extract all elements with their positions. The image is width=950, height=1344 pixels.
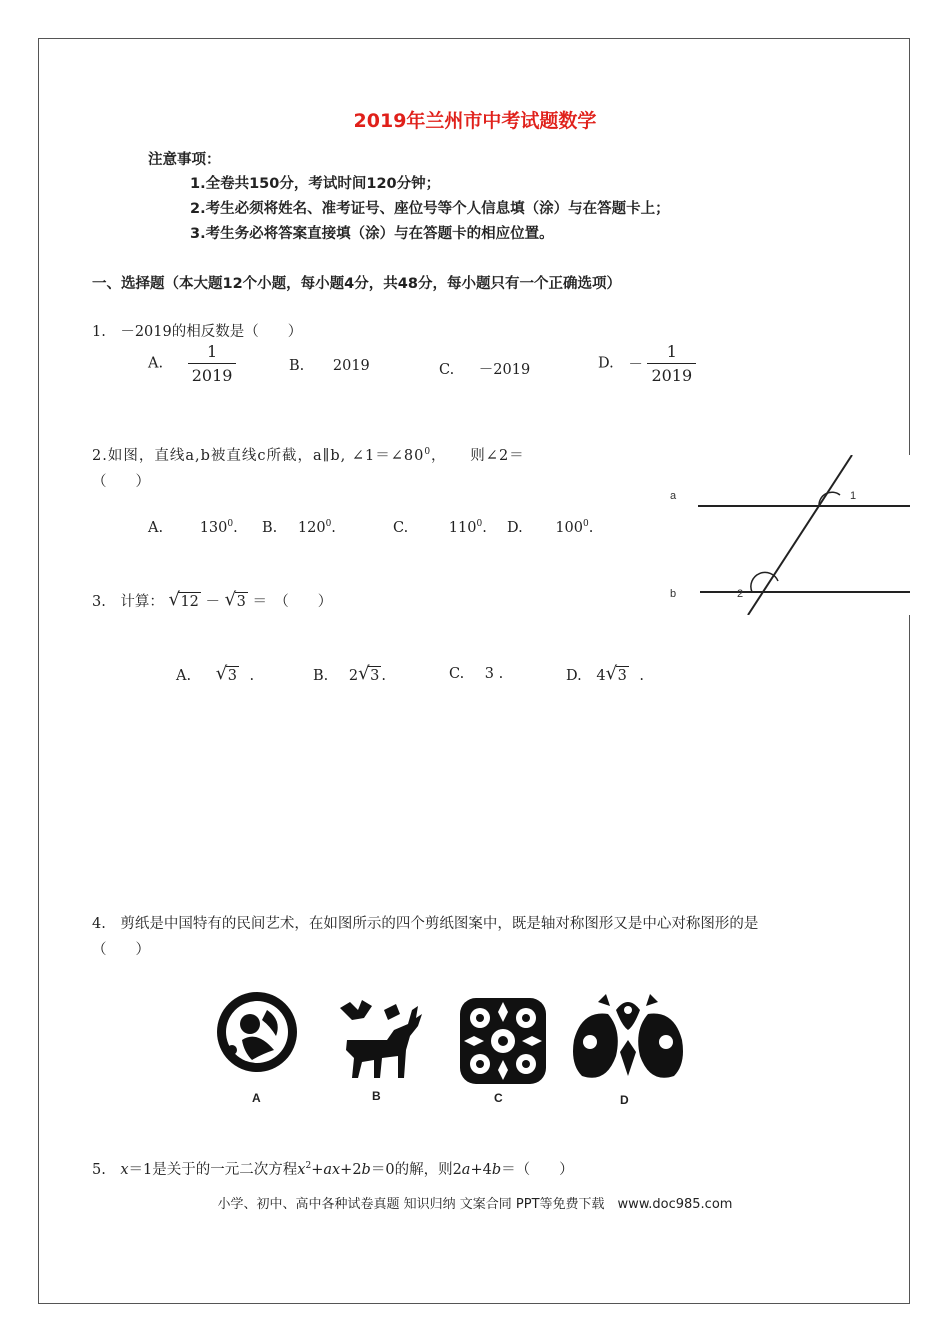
option-label: D. [598,355,614,372]
radical-sign-icon: √ [605,663,618,684]
fraction [188,342,237,385]
radical-sign-icon: √ [224,589,237,610]
q4-paren: （ ） [92,942,150,958]
q4-stem: 4. 剪纸是中国特有的民间艺术，在如图所示的四个剪纸图案中，既是轴对称图形又是中心对称图形的是 [92,916,759,932]
option-label: C. [449,666,465,682]
q1-stem: 1. －2019的相反数是（ ） [92,324,303,340]
q3-option-a [176,663,255,685]
q3-prefix: 3. 计算： [92,594,164,610]
option-value: 110 [448,520,477,536]
sqrt [215,663,239,685]
denominator: 2019 [647,363,696,385]
parallel-lines-diagram [652,455,922,615]
radicand: 3 [236,594,246,610]
sqrt [224,589,248,611]
period: . [588,520,594,536]
page-title: 2019年兰州市中考试题数学 [353,110,597,132]
option-value: 130 [199,520,228,536]
q1-option-a [148,342,236,385]
label-angle-1: 1 [850,490,857,502]
period: . [331,520,336,536]
numerator: 1 [206,342,218,361]
radicand: 3 [617,668,627,684]
radical-sign-icon: √ [358,663,370,684]
degree-sup: 0 [583,519,589,530]
papercut-d-icon [573,994,683,1078]
degree-sup: 0 [227,519,234,530]
q2-stem-text: 2.如图，直线a,b被直线c所截，a∥b, ∠1＝∠80 [92,448,425,464]
page-footer: 小学、初中、高中各种试卷真题 知识归纳 文案合同 PPT等免费下载 www.doc985.com [217,1197,733,1212]
radicand: 3 [370,668,380,684]
radicand: 12 [180,594,199,610]
degree-sup: 0 [325,519,332,530]
papercut-a-icon [217,992,297,1072]
radical-sign-icon: √ [168,589,180,610]
label-angle-2: 2 [737,588,744,600]
option-label: A. [176,668,192,684]
degree-sup: 0 [476,519,483,530]
degree-sup: 0 [424,447,432,458]
denominator: 2019 [188,363,237,385]
option-value: 100 [555,520,584,536]
q1-option-b [289,358,370,374]
q5-text: ＝0的解，则2 [370,1162,462,1178]
q4-papercut-figure [212,980,686,1112]
q5-text: ＝1是关于的一元二次方程 [128,1162,298,1178]
option-label: D. [566,668,582,684]
option-label: B. [289,358,305,374]
q2-paren: （ ） [92,474,150,490]
radical-sign-icon: √ [215,663,228,684]
var-b: b [491,1162,502,1178]
exponent: 2 [305,1161,312,1172]
papercut-label-c: C [494,1091,503,1105]
q3-option-b [313,663,386,685]
q1-option-c [439,358,530,379]
papercut-label-d: D [620,1093,629,1107]
papercut-label-b: B [372,1089,381,1103]
q2-option-b [262,520,336,536]
period: . [381,668,386,684]
q2-figure [652,455,922,615]
q5-prefix: 5. [92,1162,121,1178]
option-label: A. [148,520,164,536]
q1-option-d [598,342,696,385]
sqrt [605,663,629,685]
radicand: 3 [227,668,237,684]
q3-stem [92,590,332,611]
q3-option-d [566,663,645,685]
q3-option-c [449,666,503,682]
var-x: x [297,1162,306,1178]
option-label: A. [148,355,164,372]
period: . [249,668,255,684]
papercut-label-a: A [252,1091,261,1105]
q5-text: ＝（ ） [501,1162,574,1178]
numerator: 1 [666,342,677,361]
option-value: 120 [297,520,326,536]
notes-heading: 注意事项： [148,152,221,168]
option-value: 2019 [332,358,370,374]
option-label: C. [393,520,409,536]
q2-option-a [148,520,238,536]
note-item: 1.全卷共150分，考试时间120分钟； [190,176,441,192]
coefficient: 4 [596,668,606,684]
fraction [647,342,696,385]
section-heading: 一、选择题（本大题12个小题，每小题4分，共48分，每小题只有一个正确选项） [92,276,621,292]
q2-option-d [507,520,593,536]
papercut-b-icon [340,1000,422,1078]
q5-text: +4 [470,1162,492,1178]
option-value: 3 . [484,666,504,682]
q5-text: + [311,1162,324,1178]
var-ax: ax [323,1162,341,1178]
period: . [233,520,238,536]
sqrt [358,663,381,685]
period: . [482,520,487,536]
option-label: B. [262,520,278,536]
option-label: C. [439,362,455,378]
label-a: a [670,490,677,502]
var-b: b [361,1162,371,1178]
minus-sign: － [628,357,643,373]
option-label: D. [507,520,523,536]
note-item: 2.考生必须将姓名、准考证号、座位号等个人信息填（涂）与在答题卡上； [190,201,670,217]
minus-sign: － [205,594,221,610]
q2-stem-tail: ， 则∠2＝ [431,448,525,464]
q2-stem [92,444,525,465]
option-value: －2019 [478,362,531,378]
papercut-images [212,980,686,1112]
coefficient: 2 [348,668,359,684]
option-label: B. [313,668,329,684]
label-b: b [670,588,677,600]
period: . [639,668,645,684]
var-x: x [120,1162,129,1178]
sqrt [168,589,200,611]
var-a: a [461,1162,471,1178]
q2-option-c [393,520,487,536]
q3-tail: ＝ （ ） [252,594,333,610]
note-item: 3.考生务必将答案直接填（涂）与在答题卡的相应位置。 [190,226,554,242]
q5-stem [92,1158,574,1179]
angle-1-arc [819,492,840,506]
papercut-c-icon [460,998,546,1084]
q5-text: +2 [340,1162,362,1178]
